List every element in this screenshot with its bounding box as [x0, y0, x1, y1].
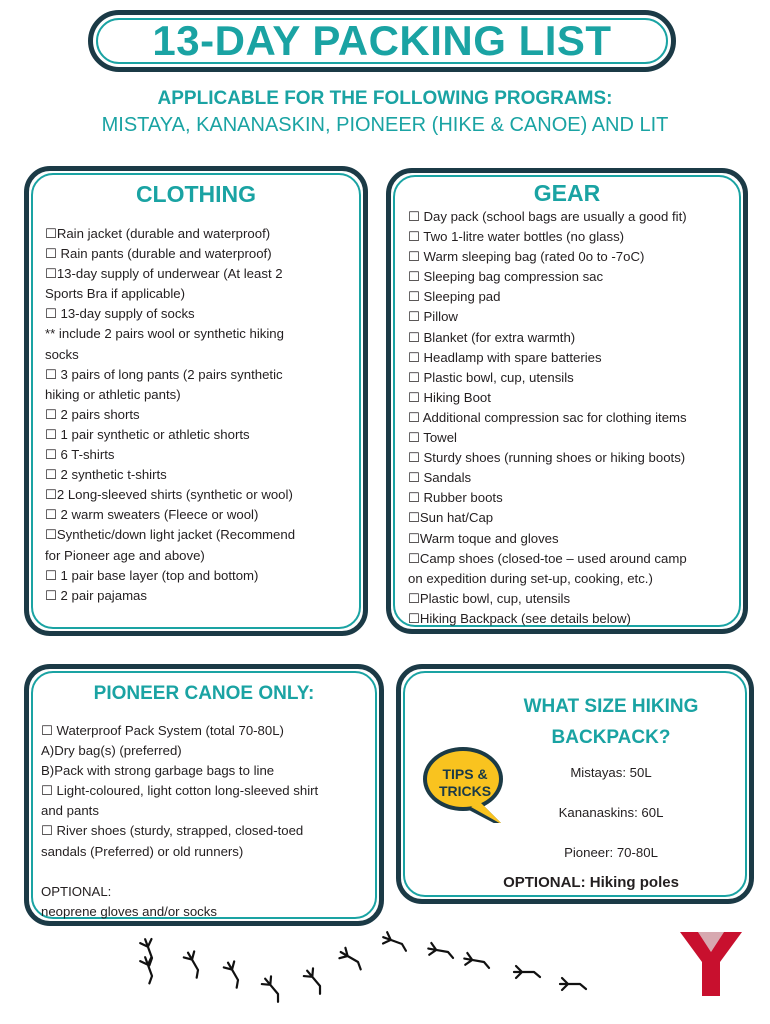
gear-panel	[386, 168, 748, 634]
gear-list	[408, 207, 738, 629]
backpack-panel	[396, 664, 754, 904]
list-item: ☐ 2 pair pajamas	[45, 587, 147, 603]
tips-and-tricks	[417, 766, 513, 800]
list-item: ☐ Light-coloured, light cotton long-sleeved shirt	[41, 783, 319, 799]
list-item: for Pioneer age and above)	[45, 547, 205, 563]
list-item: ☐ 6 T-shirts	[45, 447, 115, 463]
list-item: Sports Bra if applicable)	[45, 286, 186, 302]
list-item: socks	[45, 346, 79, 362]
list-item: ☐ Headlamp with spare batteries	[408, 349, 602, 365]
list-item: neoprene gloves and/or socks	[41, 903, 217, 919]
list-item: ☐ 13-day supply of socks	[45, 306, 195, 322]
page-title: 13-DAY PACKING LIST	[152, 17, 612, 64]
list-item: ☐ Rain pants (durable and waterproof)	[45, 246, 272, 262]
list-item: ☐ 2 synthetic t-shirts	[45, 467, 167, 483]
list-item: ☐ Towel	[408, 430, 457, 446]
list-item: ☐ 3 pairs of long pants (2 pairs synthetic	[45, 366, 283, 382]
pioneer-size: Pioneer: 70-80L	[564, 845, 658, 860]
backpack-title	[491, 691, 731, 753]
list-item: ☐ 2 warm sweaters (Fleece or wool)	[45, 507, 259, 523]
list-item: ☐ 2 pairs shorts	[45, 406, 140, 422]
list-item: ☐Sun hat/Cap	[408, 510, 494, 526]
list-item	[41, 862, 376, 882]
footprints-decoration	[130, 918, 610, 1018]
clothing-list	[45, 224, 355, 606]
list-item: ☐ Waterproof Pack System (total 70-80L)	[41, 723, 284, 738]
mistayas-size: Mistayas: 50L	[570, 765, 652, 780]
list-item: ☐ Sandals	[408, 470, 472, 486]
list-item: ☐Camp shoes (closed-toe – used around camp	[408, 550, 687, 566]
title-banner	[88, 10, 676, 72]
list-item: ☐ Hiking Boot	[408, 389, 491, 405]
list-item: A)Dry bag(s) (preferred)	[41, 743, 182, 759]
tips-line2: TRICKS	[438, 783, 492, 799]
gear-title: GEAR	[533, 180, 601, 206]
list-item: ☐13-day supply of underwear (At least 2	[45, 266, 283, 282]
list-item: ☐ 1 pair base layer (top and bottom)	[45, 567, 259, 583]
list-item: ☐ Day pack (school bags are usually a good fit)	[408, 209, 687, 224]
list-item: ** include 2 pairs wool or synthetic hiking	[45, 326, 284, 342]
list-item: ☐ Blanket (for extra warmth)	[408, 329, 576, 345]
list-item: hiking or athletic pants)	[45, 386, 181, 402]
clothing-panel	[24, 166, 368, 636]
list-item: ☐ Plastic bowl, cup, utensils	[408, 369, 574, 385]
list-item: ☐ 1 pair synthetic or athletic shorts	[45, 426, 250, 442]
optional-hiking-poles: OPTIONAL: Hiking poles	[503, 874, 679, 891]
programs-list: MISTAYA, KANANASKIN, PIONEER (HIKE & CANOE) AND LIT	[101, 114, 669, 136]
list-item: ☐Plastic bowl, cup, utensils	[408, 590, 571, 606]
list-item: ☐Rain jacket (durable and waterproof)	[45, 226, 271, 241]
kananaskins-size: Kananaskins: 60L	[558, 805, 664, 820]
list-item: ☐Synthetic/down light jacket (Recommend	[45, 527, 296, 543]
list-item: ☐Warm toque and gloves	[408, 530, 559, 546]
ymca-logo	[680, 932, 742, 998]
list-item: on expedition during set-up, cooking, etc.)	[408, 570, 653, 586]
list-item: ☐ Two 1-litre water bottles (no glass)	[408, 229, 625, 245]
list-item: OPTIONAL:	[41, 883, 112, 899]
backpack-title-line2: BACKPACK?	[551, 727, 671, 748]
list-item: ☐ Warm sleeping bag (rated 0o to -7oC)	[408, 249, 645, 265]
list-item: B)Pack with strong garbage bags to line	[41, 763, 275, 779]
list-item: sandals (Preferred) or old runners)	[41, 843, 244, 859]
list-item: ☐Hiking Backpack (see details below)	[408, 610, 631, 626]
backpack-title-line1: WHAT SIZE HIKING	[523, 696, 699, 717]
canoe-panel	[24, 664, 384, 926]
list-item: ☐ Sleeping bag compression sac	[408, 269, 604, 285]
list-item: and pants	[41, 803, 99, 819]
programs-heading: APPLICABLE FOR THE FOLLOWING PROGRAMS:	[157, 88, 613, 109]
list-item: ☐ Additional compression sac for clothing items	[408, 409, 687, 425]
list-item: ☐ Pillow	[408, 309, 458, 325]
canoe-list	[41, 721, 376, 922]
list-item: ☐2 Long-sleeved shirts (synthetic or wool)	[45, 487, 293, 503]
list-item: ☐ Sleeping pad	[408, 289, 501, 305]
canoe-title: PIONEER CANOE ONLY:	[93, 683, 315, 704]
clothing-title: CLOTHING	[135, 181, 257, 207]
list-item: ☐ River shoes (sturdy, strapped, closed-toed	[41, 823, 304, 839]
list-item: ☐ Sturdy shoes (running shoes or hiking boots)	[408, 450, 686, 466]
list-item: ☐ Rubber boots	[408, 490, 503, 506]
tips-line1: TIPS &	[442, 766, 488, 782]
